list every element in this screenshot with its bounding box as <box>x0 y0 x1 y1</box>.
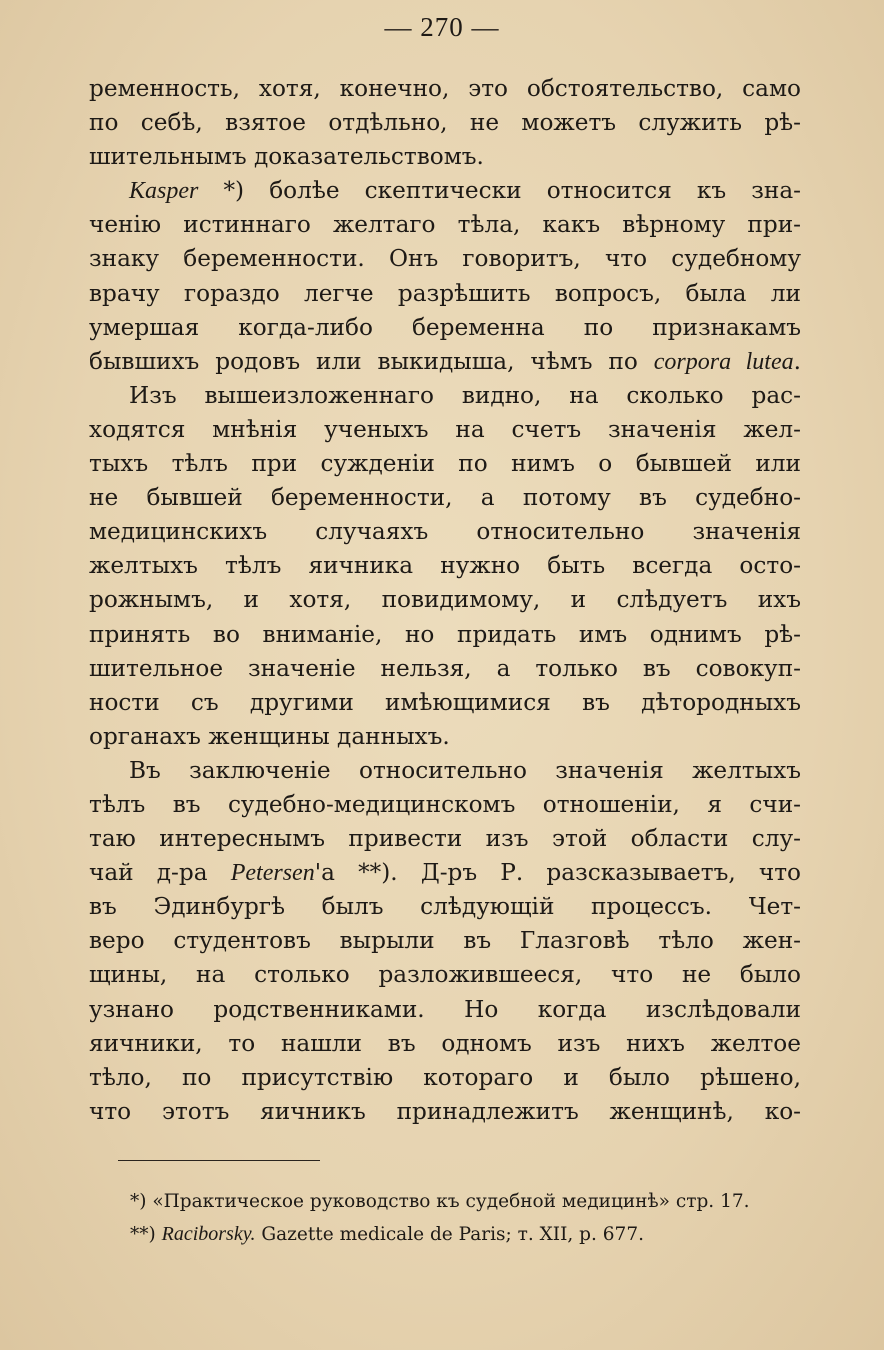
text-line <box>89 856 801 890</box>
footnote-divider <box>118 1160 320 1161</box>
text-line: умершая когда-либо беременна по признакамъ <box>89 313 801 341</box>
page-number: — 270 — <box>384 12 500 42</box>
text-span: «Практическое руководство къ судебной медицинѣ» стр. 17. <box>152 1191 750 1212</box>
text-span: бывшихъ родовъ или выкидыша, чѣмъ по <box>89 347 654 375</box>
text-line: не бывшей беременности, а потому въ судебно- <box>89 484 801 512</box>
footnotes <box>130 1186 820 1251</box>
text-line <box>89 345 801 379</box>
italic-text: corpora lutea <box>653 348 794 375</box>
text-line: въ Эдинбургѣ былъ слѣдующій процессъ. Чет- <box>89 893 801 921</box>
text-line: органахъ женщины данныхъ. <box>89 722 450 750</box>
text-line: что этотъ яичникъ принадлежитъ женщинѣ, ко- <box>89 1097 801 1125</box>
text-line: шительное значеніе нельзя, а только въ совокуп- <box>89 654 801 682</box>
text-line: рожнымъ, и хотя, повидимому, и слѣдуетъ ихъ <box>89 586 801 614</box>
text-span: чай д-ра <box>89 859 231 887</box>
italic-text: Petersen <box>230 860 315 887</box>
footnote-1 <box>130 1186 820 1218</box>
text-line: шительнымъ доказательствомъ. <box>89 143 484 171</box>
text-line <box>89 174 801 208</box>
text-line: принять во вниманіе, но придать имъ однимъ рѣ- <box>89 620 801 648</box>
text-line: врачу гораздо легче разрѣшить вопросъ, была ли <box>89 279 801 307</box>
text-span: . <box>793 347 801 375</box>
text-line: таю интереснымъ привести изъ этой области слу- <box>89 825 801 853</box>
footnote-2 <box>130 1218 820 1251</box>
text-line: ченію истиннаго желтаго тѣла, какъ вѣрному при- <box>89 211 801 239</box>
text-line: веро студентовъ вырыли въ Глазговѣ тѣло жен- <box>89 927 801 955</box>
italic-text: Raciborsky. <box>161 1223 256 1245</box>
text-line: тыхъ тѣлъ при сужденіи по нимъ о бывшей или <box>89 450 801 478</box>
text-line: медицинскихъ случаяхъ относительно значенія <box>89 518 801 546</box>
text-line: тѣлъ въ судебно-медицинскомъ отношеніи, я счи- <box>89 790 801 818</box>
text-line: тѣло, по присутствію котораго и было рѣшено, <box>89 1063 801 1091</box>
text-line: по себѣ, взятое отдѣльно, не можетъ служить рѣ- <box>89 109 801 137</box>
text-line: желтыхъ тѣлъ яичника нужно быть всегда осто- <box>89 552 801 580</box>
text-span: *) болѣе скептически относится къ зна- <box>198 177 801 205</box>
text-line: ходятся мнѣнія ученыхъ на счетъ значенія жел- <box>89 415 801 443</box>
text-span: 'а **). Д-ръ Р. разсказываетъ, что <box>314 859 801 887</box>
text-line: ности съ другими имѣющимися въ дѣтородныхъ <box>89 688 801 716</box>
body-text <box>89 72 801 1129</box>
footnote-mark: *) <box>130 1191 147 1212</box>
text-line: знаку беременности. Онъ говоритъ, что судебному <box>89 245 801 273</box>
text-line: яичники, то нашли въ одномъ изъ нихъ желтое <box>89 1029 801 1057</box>
footnote-mark: **) <box>130 1224 156 1245</box>
text-span: Gazette medicale de Paris; т. XII, р. 677. <box>255 1224 644 1245</box>
italic-text: Kasper <box>129 178 199 205</box>
text-line: Въ заключеніе относительно значенія желтыхъ <box>129 756 801 784</box>
text-line: узнано родственниками. Но когда изслѣдовали <box>89 995 801 1023</box>
text-line: щины, на столько разложившееся, что не было <box>89 961 801 989</box>
text-line: ременность, хотя, конечно, это обстоятельство, само <box>89 75 801 102</box>
text-line: Изъ вышеизложеннаго видно, на сколько рас- <box>129 381 801 409</box>
